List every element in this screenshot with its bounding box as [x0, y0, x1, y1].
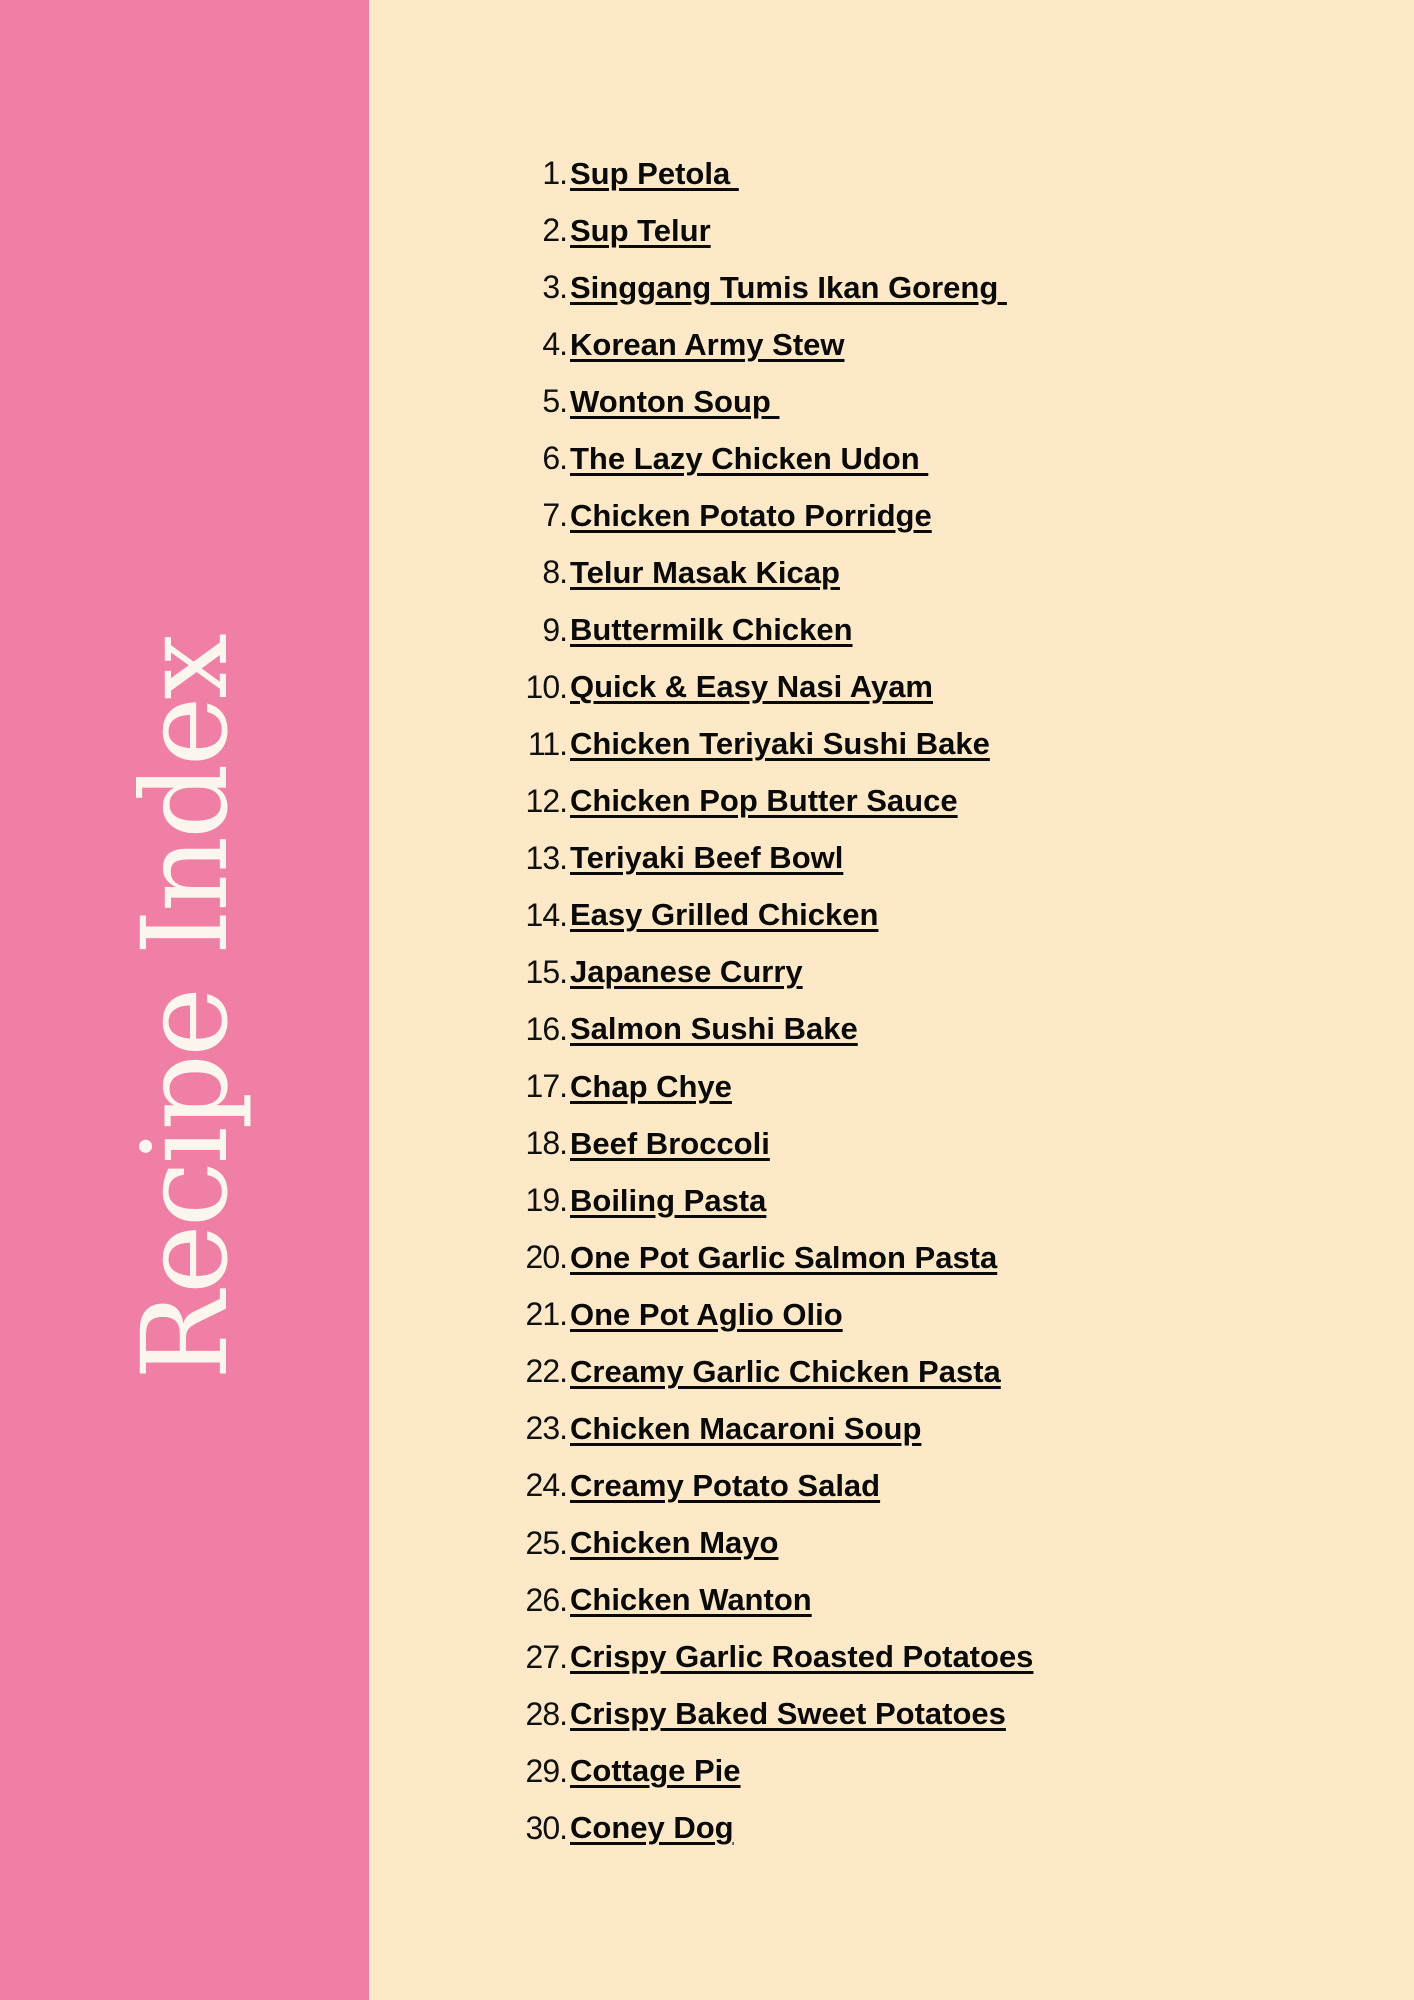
list-item: [369, 1115, 1033, 1172]
recipe-link[interactable]: Crispy Garlic Roasted Potatoes: [570, 1639, 1034, 1675]
recipe-link[interactable]: Chicken Potato Porridge: [570, 497, 932, 533]
recipe-number: 10.: [525, 668, 567, 705]
list-item: [369, 944, 1033, 1001]
list-item: [369, 1629, 1033, 1686]
recipe-link[interactable]: Wonton Soup: [570, 383, 780, 419]
recipe-number: 18.: [525, 1125, 567, 1162]
list-item: [369, 487, 1033, 544]
recipe-number: 1.: [542, 155, 567, 192]
recipe-link[interactable]: Chicken Macaroni Soup: [570, 1410, 922, 1446]
recipe-link[interactable]: Creamy Potato Salad: [570, 1467, 881, 1503]
list-item: [369, 259, 1033, 316]
recipe-link[interactable]: One Pot Garlic Salmon Pasta: [570, 1239, 998, 1275]
recipe-number: 15.: [525, 953, 567, 990]
recipe-link[interactable]: Coney Dog: [570, 1810, 734, 1846]
list-item: [369, 830, 1033, 887]
recipe-number: 25.: [525, 1524, 567, 1561]
list-item: [369, 659, 1033, 716]
recipe-link[interactable]: Buttermilk Chicken: [570, 612, 853, 648]
recipe-link[interactable]: One Pot Aglio Olio: [570, 1296, 843, 1332]
recipe-number: 14.: [525, 896, 567, 933]
recipe-link[interactable]: Chap Chye: [570, 1068, 732, 1104]
recipe-link[interactable]: Chicken Pop Butter Sauce: [570, 783, 958, 819]
recipe-number: 28.: [525, 1695, 567, 1732]
recipe-link[interactable]: Teriyaki Beef Bowl: [570, 840, 844, 876]
list-item: [369, 1743, 1033, 1800]
recipe-list: [369, 145, 1033, 1857]
list-item: [369, 773, 1033, 830]
list-item: [369, 430, 1033, 487]
recipe-link[interactable]: Crispy Baked Sweet Potatoes: [570, 1696, 1006, 1732]
recipe-number: 30.: [525, 1809, 567, 1846]
recipe-number: 4.: [542, 326, 567, 363]
recipe-link[interactable]: Telur Masak Kicap: [570, 554, 840, 590]
recipe-number: 8.: [542, 554, 567, 591]
recipe-link[interactable]: Korean Army Stew: [570, 326, 845, 362]
list-item: [369, 145, 1033, 202]
recipe-number: 26.: [525, 1581, 567, 1618]
recipe-link[interactable]: Japanese Curry: [570, 954, 803, 990]
list-item: [369, 1572, 1033, 1629]
list-item: [369, 316, 1033, 373]
list-item: [369, 602, 1033, 659]
recipe-number: 16.: [525, 1010, 567, 1047]
recipe-link[interactable]: Cottage Pie: [570, 1753, 741, 1789]
recipe-link[interactable]: Chicken Wanton: [570, 1582, 812, 1618]
recipe-number: 2.: [542, 212, 567, 249]
recipe-number: 3.: [542, 269, 567, 306]
list-item: [369, 716, 1033, 773]
recipe-number: 5.: [542, 383, 567, 420]
recipe-number: 17.: [525, 1068, 567, 1105]
list-item: [369, 887, 1033, 944]
recipe-index-content: [369, 0, 1414, 2000]
list-item: [369, 1686, 1033, 1743]
recipe-link[interactable]: Sup Petola: [570, 155, 739, 191]
recipe-number: 19.: [525, 1182, 567, 1219]
list-item: [369, 373, 1033, 430]
list-item: [369, 1229, 1033, 1286]
recipe-number: 11.: [527, 725, 567, 762]
list-item: [369, 202, 1033, 259]
recipe-number: 23.: [525, 1410, 567, 1447]
recipe-number: 13.: [525, 839, 567, 876]
recipe-link[interactable]: Creamy Garlic Chicken Pasta: [570, 1353, 1001, 1389]
recipe-number: 27.: [525, 1638, 567, 1675]
page-title: Recipe Index: [116, 636, 254, 1380]
sidebar-panel: [0, 0, 369, 2000]
recipe-link[interactable]: Beef Broccoli: [570, 1125, 770, 1161]
recipe-link[interactable]: Boiling Pasta: [570, 1182, 767, 1218]
list-item: [369, 1515, 1033, 1572]
list-item: [369, 1172, 1033, 1229]
recipe-number: 24.: [525, 1467, 567, 1504]
list-item: [369, 1058, 1033, 1115]
recipe-number: 12.: [525, 782, 567, 819]
recipe-number: 22.: [525, 1353, 567, 1390]
recipe-link[interactable]: Quick & Easy Nasi Ayam: [570, 669, 933, 705]
list-item: [369, 1286, 1033, 1343]
list-item: [369, 544, 1033, 601]
recipe-link[interactable]: Sup Telur: [570, 212, 711, 248]
recipe-number: 6.: [542, 440, 567, 477]
list-item: [369, 1001, 1033, 1058]
recipe-link[interactable]: Salmon Sushi Bake: [570, 1011, 858, 1047]
recipe-number: 9.: [542, 611, 567, 648]
recipe-number: 7.: [542, 497, 567, 534]
recipe-number: 21.: [525, 1296, 567, 1333]
recipe-link[interactable]: Chicken Teriyaki Sushi Bake: [570, 726, 990, 762]
recipe-link[interactable]: Easy Grilled Chicken: [570, 897, 879, 933]
list-item: [369, 1343, 1033, 1400]
recipe-number: 29.: [525, 1752, 567, 1789]
list-item: [369, 1457, 1033, 1514]
list-item: [369, 1400, 1033, 1457]
recipe-link[interactable]: Chicken Mayo: [570, 1525, 779, 1561]
recipe-number: 20.: [525, 1239, 567, 1276]
recipe-link[interactable]: Singgang Tumis Ikan Goreng: [570, 269, 1007, 305]
recipe-link[interactable]: The Lazy Chicken Udon: [570, 440, 929, 476]
list-item: [369, 1800, 1033, 1857]
